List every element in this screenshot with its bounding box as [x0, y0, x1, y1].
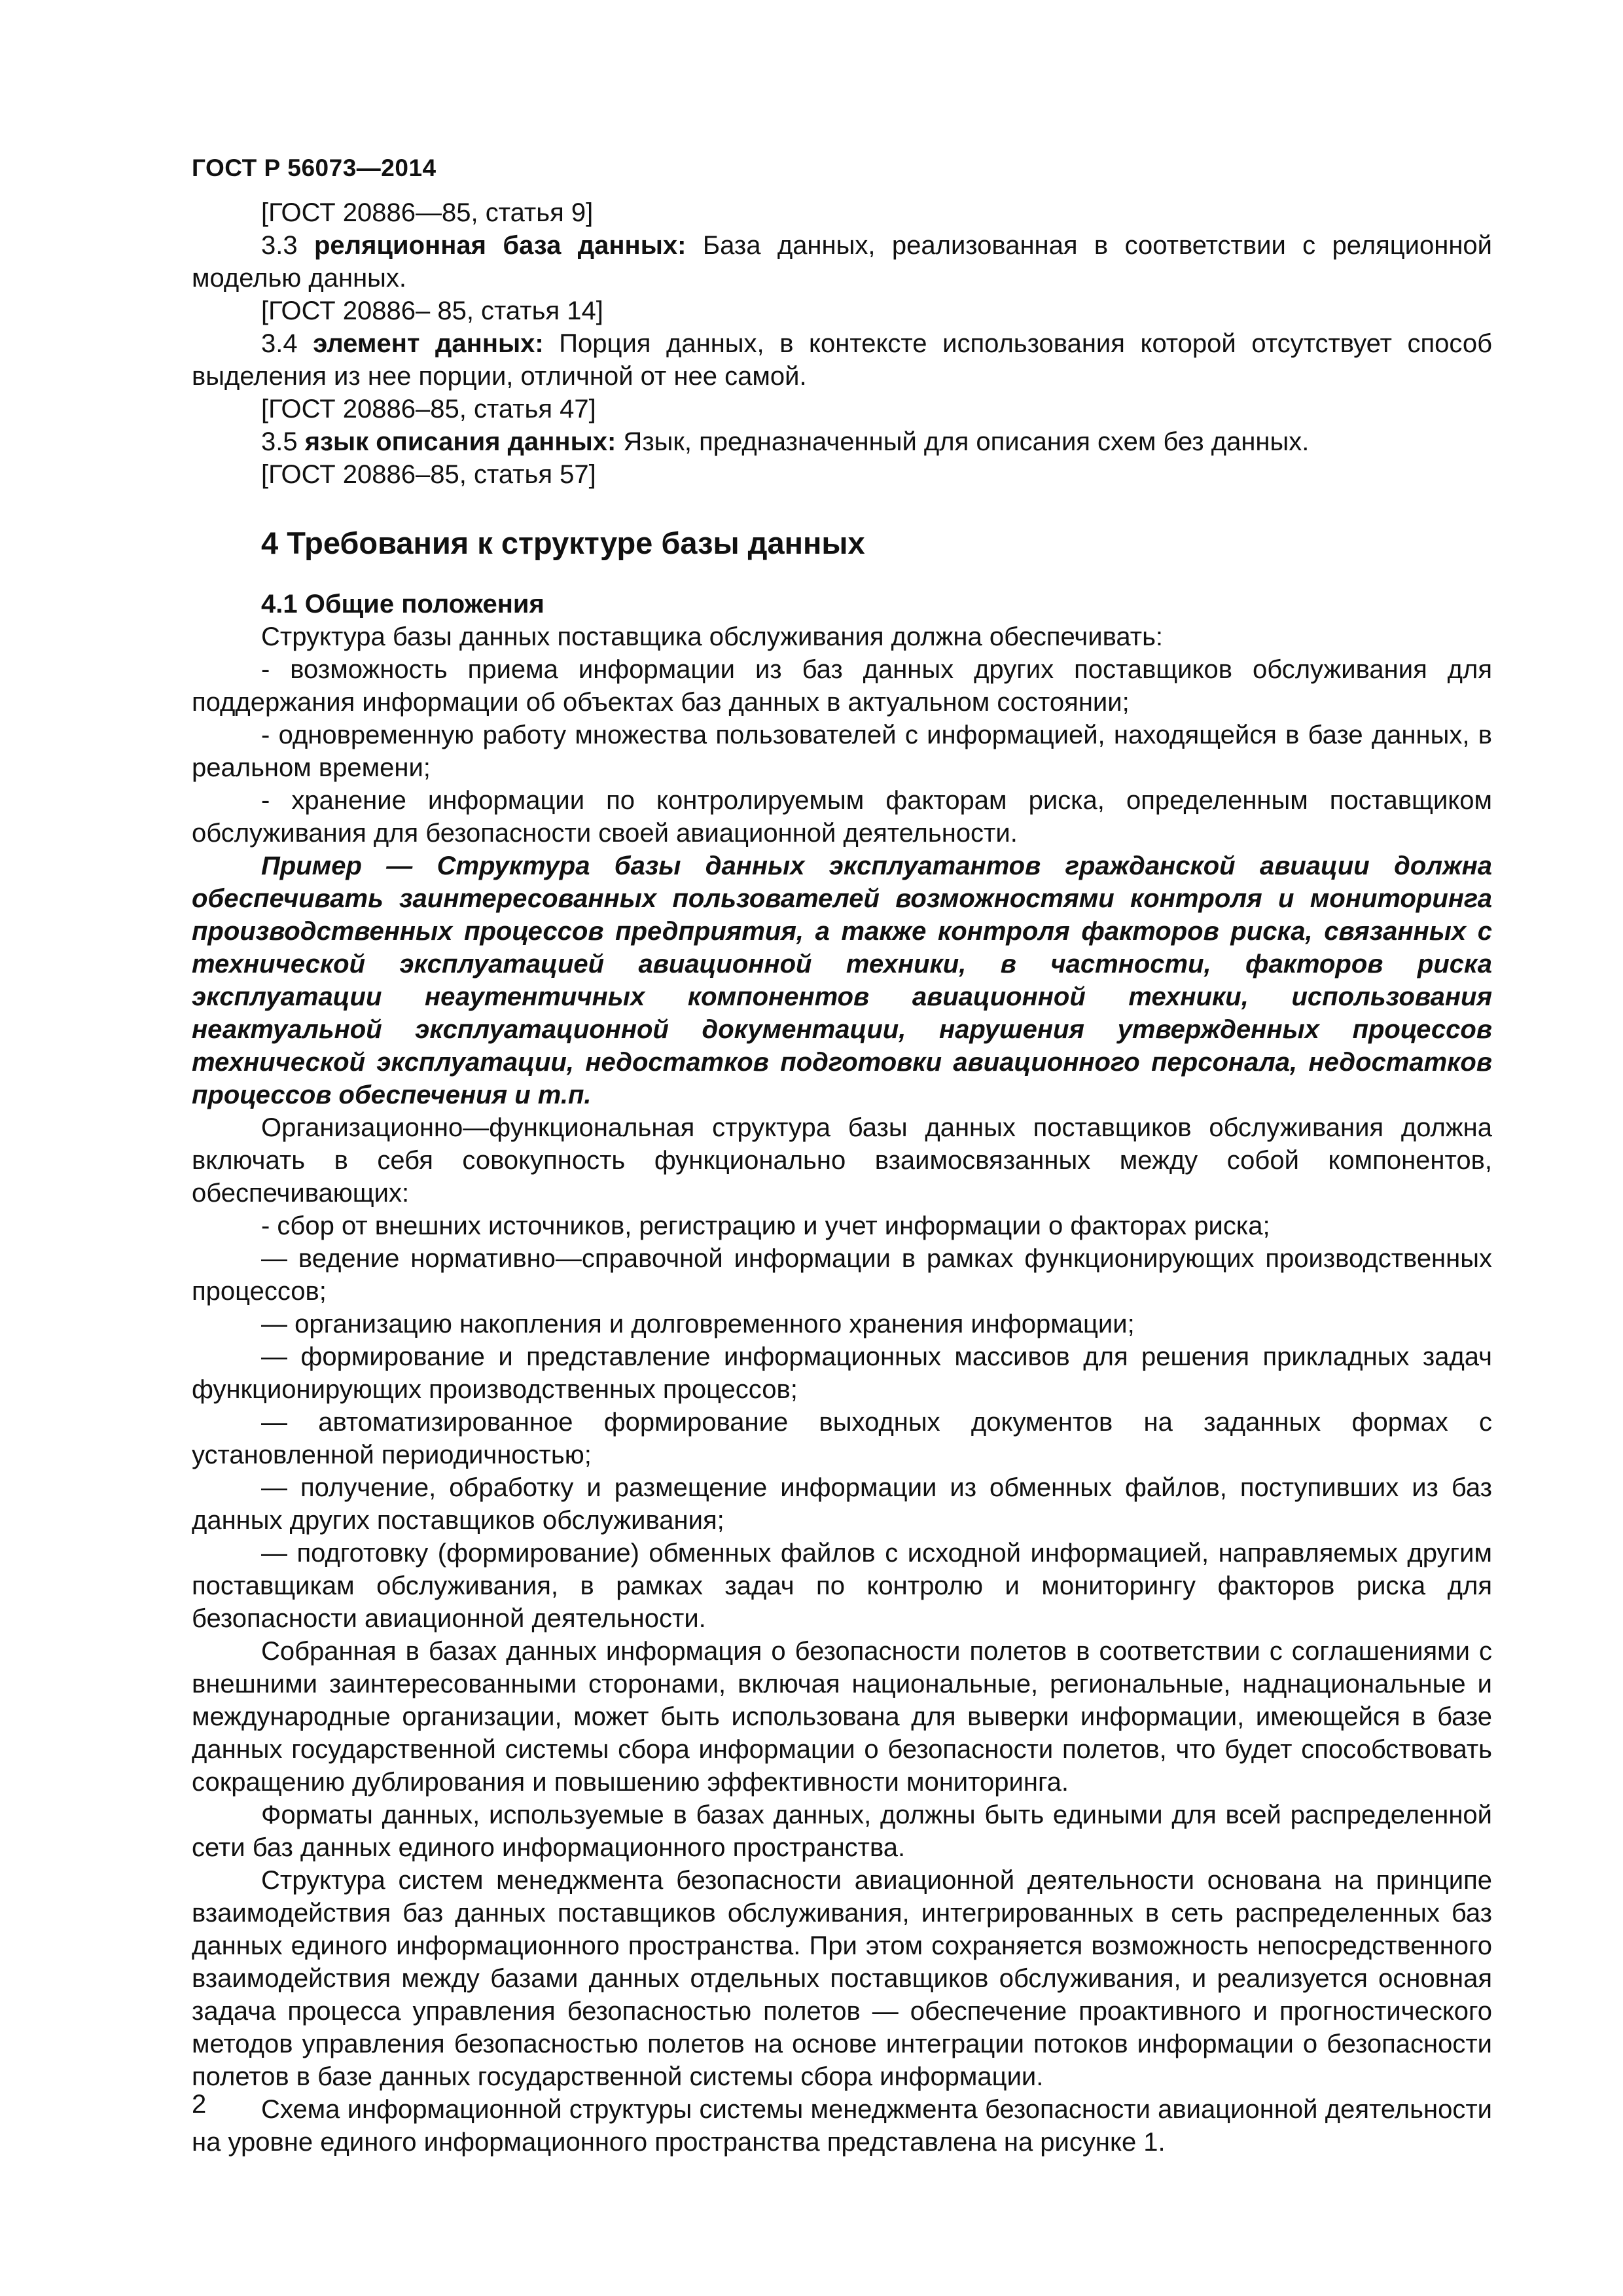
term-name: элемент данных:: [313, 329, 544, 358]
paragraph: Схема информационной структуры системы менеджмента безопасности авиационной деятельности на уровне единого информационного пространства представлена на рисунке 1.: [192, 2095, 1492, 2157]
list-item: — формирование и представление информационных массивов для решения прикладных задач функционирующих производственных процессов;: [192, 1342, 1492, 1404]
term-number: 3.4: [261, 329, 298, 358]
term-reference: [ГОСТ 20886– 85, статья 14]: [261, 296, 603, 325]
document-body: [192, 196, 1492, 2159]
paragraph: Организационно—функциональная структура базы данных поставщиков обслуживания должна включать в себя совокупность функционально взаимосвязанных между собой компонентов, обеспечивающих:: [192, 1113, 1492, 1208]
paragraph: Структура систем менеджмента безопасности авиационной деятельности основана на принципе взаимодействия баз данных поставщиков обслуживания, интегрированных в сеть распределенных баз данных единого информационного пространства. При этом сохраняется возможность непосредственного взаимодействия между базами данных отдельных поставщиков обслуживания, и реализуется основная задача процесса управления безопасностью полетов — обеспечение проактивного и прогностического методов управления безопасностью полетов на основе интеграции потоков информации о безопасности полетов в базе данных государственной системы сбора информации.: [192, 1866, 1492, 2091]
paragraph: Собранная в базах данных информация о безопасности полетов в соответствии с соглашениями с внешними заинтересованными сторонами, включая национальные, региональные, наднациональные и международные организации, может быть использована для выверки информации, имеющейся в базе данных государственной системы сбора информации о безопасности полетов, что будет способствовать сокращению дублирования и повышению эффективности мониторинга.: [192, 1637, 1492, 1797]
term-name: язык описания данных:: [304, 427, 616, 456]
list-item: — получение, обработку и размещение информации из обменных файлов, поступивших из баз данных других поставщиков обслуживания;: [192, 1473, 1492, 1535]
term-definition: [192, 327, 1492, 393]
paragraph: Форматы данных, используемые в базах данных, должны быть едиными для всей распределенной сети баз данных единого информационного пространства.: [192, 1801, 1492, 1862]
term-reference: [ГОСТ 20886–85, статья 57]: [261, 460, 596, 489]
term-text: Язык, предназначенный для описания схем без данных.: [616, 427, 1310, 456]
list-item: - возможность приема информации из баз данных других поставщиков обслуживания для поддержания информации об объектах баз данных в актуальном состоянии;: [192, 655, 1492, 717]
term-name: реляционная база данных:: [314, 231, 687, 260]
list-item: - одновременную работу множества пользователей с информацией, находящейся в базе данных, в реальном времени;: [192, 721, 1492, 782]
standard-header: ГОСТ Р 56073—2014: [192, 154, 437, 181]
example-note: Пример — Структура базы данных эксплуатантов гражданской авиации должна обеспечивать заинтересованных пользователей возможностями контроля и мониторинга производственных процессов предприятия, а также контроля факторов риска, связанных с технической эксплуатацией авиационной техники, в частности, факторов риска эксплуатации неаутентичных компонентов авиационной техники, использования неактуальной эксплуатационной документации, нарушения утвержденных процессов технической эксплуатации, недостатков подготовки авиационного персонала, недостатков процессов обеспечения и т.п.: [192, 852, 1492, 1109]
term-definition: [192, 229, 1492, 295]
section-heading: 4 Требования к структуре базы данных: [261, 526, 865, 560]
term-reference: [ГОСТ 20886—85, статья 9]: [261, 198, 594, 227]
paragraph: Структура базы данных поставщика обслуживания должна обеспечивать:: [261, 622, 1164, 651]
subsection-heading: 4.1 Общие положения: [261, 590, 544, 619]
list-item: — ведение нормативно—справочной информации в рамках функционирующих производственных процессов;: [192, 1244, 1492, 1306]
term-number: 3.3: [261, 231, 298, 260]
term-text: Порция данных, в контексте использования которой отсутствует способ выделения из нее порции, отличной от нее самой.: [192, 329, 1493, 391]
list-item: - хранение информации по контролируемым факторам риска, определенным поставщиком обслуживания для безопасности своей авиационной деятельности.: [192, 786, 1492, 848]
list-item: — подготовку (формирование) обменных файлов с исходной информацией, направляемых другим поставщикам обслуживания, в рамках задач по контролю и мониторингу факторов риска для безопасности авиационной деятельности.: [192, 1539, 1492, 1633]
list-item: — организацию накопления и долговременного хранения информации;: [261, 1310, 1135, 1338]
list-item: - сбор от внешних источников, регистрацию и учет информации о факторах риска;: [261, 1211, 1270, 1240]
term-reference: [ГОСТ 20886–85, статья 47]: [261, 395, 596, 423]
page-number: 2: [192, 2090, 207, 2119]
list-item: — автоматизированное формирование выходных документов на заданных формах с установленной периодичностью;: [192, 1408, 1492, 1469]
term-definition: [192, 425, 1492, 458]
term-number: 3.5: [261, 427, 298, 456]
term-text: База данных, реализованная в соответствии с реляционной моделью данных.: [192, 231, 1492, 293]
